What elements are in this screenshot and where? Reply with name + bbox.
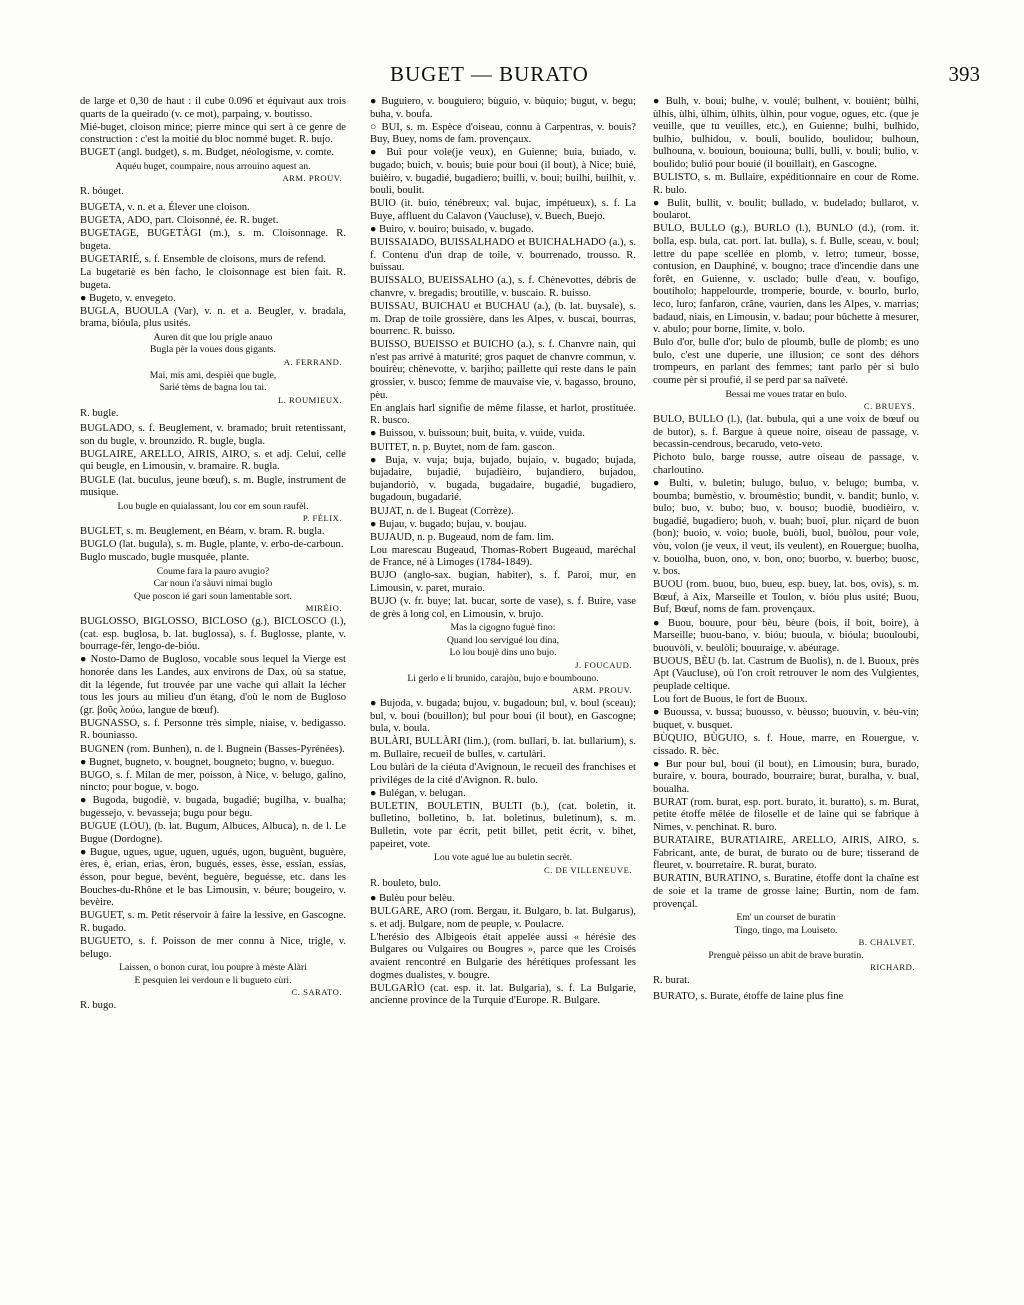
quotation-line: Coume fara la pauro avugio? — [156, 565, 270, 577]
dictionary-entry: ● Buiro, v. bouiro; buisado, v. bugado. — [370, 223, 534, 235]
dictionary-entry: BUOUS, BÈU (b. lat. Castrum de Buolis), n. de l. Buoux, près Apt (Vaucluse), où l'on croit retrouver le nom des Vulgientes, peuplade celtique. — [653, 655, 919, 693]
dictionary-entry: de large et 0,30 de haut : il cube 0.096 et équivaut aux trois quarts de la queirado (v. ce mot), parpaing, v. boutisso. — [80, 96, 346, 120]
dictionary-entry: Pichoto bulo, barge rousse, autre oiseau de passage, v. charloutino. — [653, 452, 919, 476]
dictionary-entry: Lou fort de Buous, le fort de Buoux. — [653, 694, 808, 706]
quotation-author: J. FOUCAUD. — [575, 659, 632, 670]
running-title: BUGET — BURATO — [390, 62, 589, 86]
quotation-line: Lo lou boujè dins uno bujo. — [449, 647, 557, 659]
dictionary-entry: BURATAIRE, BURATIAIRE, ARELLO, AIRIS, AIRO, s. Fabricant, ante, de burat, de burato ou de bure; tisserand de fleuret, v. bourretaire. R. burat, burato. — [653, 835, 919, 872]
dictionary-entry: ● Bulh, v. boui; bulhe, v. voulé; bulhent, v. bouiènt; bùlhi, ùlhis, ùlhi, ùlhim, ùlhits, ùlhin, pour vogue, ogues, etc. (que je veuille, que tu veuilles, etc.), en Guienne; bulhi, bulhido, bulhio, bulhidou, v. bouli, boulido, boulidou; bulhoun, bulhouna, v. bouioun, bouiouna; bulli, bulli, v. bouli; bulio, v. boulido; bulió pour bouié (il bouillait), en Gascogne. — [653, 96, 919, 170]
dictionary-entry: ● Bujau, v. bugado; bujau, v. boujau. — [370, 518, 527, 530]
quotation-line: Quand lou servigué lou dina, — [446, 634, 560, 646]
dictionary-entry: En anglais harl signifie de même filasse, et harlot, prostituée. R. busco. — [370, 402, 636, 427]
dictionary-entry: BUGLOSSO, BIGLOSSO, BICLOSO (g.), BICLOSCO (l.), (cat. esp. buglosa, b. lat. buglossa), s. f. Buglosse, plante, v. bourrage-fér, lengo-de-bióu. — [80, 616, 346, 653]
dictionary-entry: L'herésio des Albigeois était appelée aussi « hérésie des Bulgares ou Vulgaires ou Bougres », parce que les Croisés avaient rencontré en Bulgarie des hérétiques professant les dogmes dualistes, v. bougre. — [370, 931, 636, 981]
quotation-author: L. ROUMIEUX. — [277, 394, 342, 405]
quotation-line: Em' un courset de buratin — [736, 912, 836, 924]
dictionary-entry: ● Bulégan, v. belugan. — [370, 787, 466, 799]
dictionary-entry: BUOU (rom. buou, buo, bueu, esp. buey, lat. bos, ovis), s. m. Bœuf, à Aix, Marseille et Toulon, v. bióu plus usité; Buou, Buf, Bœuf, noms de fam. provençaux. — [653, 579, 919, 616]
reference-line: R. bóuget. — [80, 186, 124, 198]
quotation-author: B. CHALVET. — [858, 937, 915, 948]
quotation-line: Lou vote agué lue au buletin secrèt. — [434, 852, 572, 864]
dictionary-entry: BUITET, n. p. Buytet, nom de fam. gascon. — [370, 441, 555, 453]
dictionary-entry: BUJO (anglo-sax. bugian, habiter), s. f. Paroi, mur, en Limousin, v. paret, muraio. — [370, 570, 636, 595]
dictionary-entry: BUJAT, n. de l. Bugeat (Corrèze). — [370, 505, 514, 517]
dictionary-entry: ● Buou, bouure, pour bèu, bèure (bois, il boit, boire), à Marseille; buou-bano, v. bióu; buoula, v. bióula; buouloubi, buouvòli, v. beulòli; bouuraige, v. abéurage. — [653, 617, 919, 654]
quotation-line: Bugla pèr la voues dous gigants. — [150, 344, 276, 356]
dictionary-entry: BULGARÌO (cat. esp. it. lat. Bulgaria), s. f. La Bulgarie, ancienne province de la Turquie d'Europe. R. Bulgare. — [370, 982, 636, 1007]
dictionary-entry: ● Nosto-Damo de Bugloso, vocable sous lequel la Vierge est honorée dans les Landes, aux environs de Dax, où sa statue, dit la légende, fut trouvée par une vache qui allait la lécher tous les jours au milieu d'un étang, d'où le nom de Bugloso (gr. βοῦς λούω, langue de bœuf). — [80, 654, 346, 716]
dictionary-entry: BUGLO (lat. bugula), s. m. Bugle, plante, v. erbo-de-carboun. — [80, 539, 344, 551]
dictionary-entry: BUISSO, BUEISSO et BUICHO (a.), s. f. Chanvre nain, qui n'est pas arrivé à maturité; gros paquet de chanvre commun, v. bouirèu; chènevotte, v. barjiho; paillette qui reste dans le pain grossier, v. busco; femme de mauvaise vie, v. bagasso, brouno, pèu. — [370, 339, 636, 401]
quotation-author: C. SARATO. — [291, 986, 342, 997]
reference-line: R. bugo. — [80, 999, 117, 1011]
dictionary-entry: BUJO (v. fr. buye; lat. bucar, sorte de vase), s. f. Buire, vase de grès à long col, en Limousin, v. brujo. — [370, 596, 636, 620]
dictionary-entry: BURATIN, BURATINO, s. Buratine, étoffe dont la chaîne est de soie et la trame de grosse laine; Burtin, nom de fam. provençal. — [653, 873, 919, 910]
dictionary-entry: Lou bulàri de la ciéuta d'Avignoun, le recueil des franchises et priviléges de la cité d'Avignon. R. bulo. — [370, 761, 636, 786]
quotation-line: Tingo, tingo, ma Louiseto. — [734, 924, 838, 936]
dictionary-entry: ● Bur pour bul, boui (il bout), en Limousin; bura, burado, buraire, v. boura, bourado, bourraire; burat, buralha, v. bual, boualha. — [653, 758, 919, 795]
dictionary-entry: ● Bulèu pour belèu. — [370, 893, 455, 905]
dictionary-entry: BÙQUIO, BÙGUIO, s. f. Houe, marre, en Rouergue, v. cissado. R. bèc. — [653, 732, 919, 757]
dictionary-entry: BULETIN, BOULETIN, BULTI (b.), (cat. boletin, it. bulletino, bolletino, b. lat. boletinus, buletinum), s. m. Bulletin, vote par écrit, petit billet, petit écrit, v. bihet, papeiret, vote. — [370, 800, 636, 850]
page-header — [80, 62, 980, 92]
quotation-line: Bessai me voues tratar en bulo. — [725, 388, 847, 400]
quotation-line: Sarié tèms de bagna lou tai. — [159, 382, 267, 394]
dictionary-entry: ● Bugnet, bugneto, v. bougnet, bougneto; bugno, v. bueguo. — [80, 756, 335, 768]
dictionary-entry: BUGUET, s. m. Petit réservoir à faire la lessive, en Gascogne. R. bugado. — [80, 910, 346, 934]
quotation-author: C. BRUEYS. — [863, 401, 915, 412]
dictionary-entry: Lou marescau Bugeaud, Thomas-Robert Bugeaud, maréchal de France, né à Limoges (1784-1849). — [370, 544, 636, 569]
quotation-line: Auren dit que lou prigle anauo — [153, 331, 273, 343]
dictionary-entry: BUISSAU, BUICHAU et BUCHAU (a.), (b. lat. buysale), s. m. Drap de toile grossière, dans les Alpes, v. buscai, bourras, bourrenc. R. buisso. — [370, 301, 636, 338]
quotation-line: E pesquien lei verdoun e li bugueto cùri. — [134, 974, 292, 986]
dictionary-entry: ● Bugeto, v. envegeto. — [80, 292, 176, 304]
dictionary-entry: BUGUE (LOU), (b. lat. Bugum, Albuces, Albuca), n. de l. Le Bugue (Dordogne). — [80, 821, 346, 845]
dictionary-entry: BUGUETO, s. f. Poisson de mer connu à Nice, trigle, v. belugo. — [80, 935, 346, 960]
dictionary-entry: Bulo d'or, bulle d'or; bulo de ploumb, bulle de plomb; es uno bulo, c'est une duperie, une illusion; ce sont des déhors trompeurs, en parlant des femmes; tant parlo pèr si bulo coume pèr si proufié, il se perd par sa naïveté. — [653, 337, 919, 387]
page-number: 393 — [948, 62, 980, 86]
dictionary-entry: BUGNEN (rom. Bunhen), n. de l. Bugnein (Basses-Pyrénées). — [80, 743, 345, 755]
dictionary-entry: ● Buguiero, v. bouguiero; bùguio, v. bùquio; bugut, v. begu; buha, v. boufa. — [370, 96, 636, 120]
quotation-line: Car noun i'a sàuvi nimai buglo — [153, 578, 273, 590]
reference-line: R. burat. — [653, 975, 690, 987]
dictionary-entry: BUGETA, v. n. et a. Élever une cloison. — [80, 201, 250, 213]
dictionary-entry: ● Buja, v. vuja; buja, bujado, bujaio, v. bugado; bujada, bujadaire, bujadié, bujadièiro, bujandiero, bujadou, bujandoriò, v. bugada, bugadaire, bugadié, bugadiero, bugadoun, bugadarié. — [370, 454, 636, 504]
dictionary-entry: BUGETA, ADO, part. Cloisonné, ée. R. buget. — [80, 215, 279, 227]
dictionary-entry: Buglo muscado, bugle musquée, plante. — [80, 552, 250, 564]
column-right — [653, 96, 919, 1004]
dictionary-entry: BUGO, s. f. Milan de mer, poisson, à Nice, v. belugo, galino, nincto; pour bogue, v. bogo. — [80, 769, 346, 794]
dictionary-entry: BUJAUD, n. p. Bugeaud, nom de fam. lim. — [370, 531, 554, 543]
dictionary-entry: La bugetariè es bèn facho, le cloisonnage est bien fait. R. bugeta. — [80, 266, 346, 291]
quotation-author: MIRÈIO. — [305, 603, 342, 614]
dictionary-entry: ● Bui pour vole(je veux), en Guienne; buia, buiado, v. bugado; buich, v. bouis; buie pour boui (il bout), à Nice; buié, buièiro, v. bugadié, bugadiero; builli, v. boui; builhi, builhit, v. bouli, boulit. — [370, 147, 636, 197]
dictionary-entry: BULISTO, s. m. Bullaire, expéditionnaire en cour de Rome. R. bulo. — [653, 172, 919, 196]
dictionary-entry: ● Bulti, v. buletin; bulugo, buluo, v. belugo; bumba, v. boumba; bumèstio, v. broumèstio; bundit, v. bandit; bunlo, v. bulo; buo, v. bubo; buo, v. bouso; buodiè, buodièiro, v. bugadié, bugadiero; buoh, v. buah; buoi, plur. niçard de buon (bon); buoio, v. voio; buole, buòli, buol, buòlou, pour vole, vòu, volon (je veux, il veut, ils veulent), en Rouergue; buolha, v. bouolha, buon, ono, v. bon, ono; buorbo, v. buerbo; buosc, v. bos. — [653, 478, 919, 578]
quotation-author: ARM. PROUV. — [572, 684, 632, 695]
dictionary-entry: BUISSAIADO, BUISSALHADO et BUICHALHADO (a.), s. f. Contenu d'un drap de toile, v. bourrenado, trousso. R. buissau. — [370, 237, 636, 274]
dictionary-entry: BUGLA, BUOULA (Var), v. n. et a. Beugler, v. bradala, brama, bióula, plus usités. — [80, 305, 346, 330]
column-left — [80, 96, 346, 1016]
quotation-line: Mai, mis ami, despièi que bugle, — [149, 369, 277, 381]
dictionary-entry: BULO, BULLO (l.), (lat. bubula, qui a une voix de bœuf ou de butor), s. f. Bargue à queue noire, oiseau de passage, v. becassin-cendrous, becarudo, veto-veto. — [653, 414, 919, 451]
dictionary-entry: BUGNASSO, s. f. Personne très simple, niaise, v. bedigasso. R. bouniasso. — [80, 717, 346, 742]
quotation-author: ARM. PROUV. — [282, 173, 342, 184]
quotation-author: P. FÉLIX. — [302, 513, 342, 524]
dictionary-entry: BULGARE, ARO (rom. Bergau, it. Bulgaro, b. lat. Bulgarus), s. et adj. Bulgare, nom de peuple, v. Poulacre. — [370, 906, 636, 930]
dictionary-entry: ● Buissou, v. buissoun; buit, buita, v. vuide, vuida. — [370, 428, 585, 440]
reference-line: R. bugle. — [80, 407, 119, 419]
quotation-line: Que poscon ié gari soun lamentable sort. — [134, 590, 292, 602]
dictionary-entry: BURATO, s. Burate, étoffe de laine plus fine — [653, 991, 844, 1003]
dictionary-entry: BUGETARIÉ, s. f. Ensemble de cloisons, murs de refend. — [80, 253, 326, 265]
dictionary-entry: BUGET (angl. budget), s. m. Budget, néologisme, v. comte. — [80, 147, 334, 159]
dictionary-entry: BURAT (rom. burat, esp. port. burato, it. buratto), s. m. Burat, petite étoffe mêlée de filoselle et de laine qui se fabrique à Nimes, v. penchinat. R. buro. — [653, 796, 919, 834]
quotation-line: Lou bugle en quialassant, lou cor em soun raufèl. — [117, 500, 309, 512]
dictionary-entry: ● Bugoda, bugodiè, v. bugada, bugadié; bugilha, v. bualha; bugessejo, v. bevasseja; bugu pour begu. — [80, 795, 346, 819]
dictionary-entry: ● Bulit, bullit, v. boulit; bullado, v. budelado; bullarot, v. boularot. — [653, 197, 919, 222]
dictionary-entry: BULO, BULLO (g.), BURLO (l.), BUNLO (d.), (rom. it. bolla, esp. bula, cat. port. lat. bulla), s. f. Bulle, sceau, v. boul; lettre du pape scellée en plomb, v. letro; tumeur, bosse, contusion, en Dauphiné, v. bougno; trace d'incendie dans une forêt, en Guienne, v. usclado; bulle d'eau, v. boufigo, boutiholo; happelourde, tromperie, bourde, v. bourlo, burlo, leco, luro; fanfaron, crâne, vaurien, dans les Alpes, v. marrias; badaud, niais, en Limousin, v. badau; pour bûchette à mesurer, v. abulo; pour borne, limite, v. bolo. — [653, 223, 919, 336]
dictionary-entry: Mié-buget, cloison mince; pierre mince qui sert à ce genre de construction : c'est la moitié du bloc nommé buget. R. bujo. — [80, 121, 346, 146]
dictionary-entry: BUGLET, s. m. Beuglement, en Béarn, v. bram. R. bugla. — [80, 526, 325, 538]
quotation-author: RICHARD. — [870, 962, 915, 973]
column-middle — [370, 96, 636, 1008]
quotation-author: C. DE VILLENEUVE. — [543, 864, 632, 875]
quotation-line: Laissen, o bonon curat, lou poupre à mèste Alàri — [119, 962, 307, 974]
dictionary-entry: BUIO (it. buio, ténébreux; val. bujac, impétueux), s. f. La Buye, affluent du Calavon (Vaucluse), v. Buech, Buejo. — [370, 198, 636, 222]
dictionary-entry: BUGLE (lat. buculus, jeune bœuf), s. m. Bugle, instrument de musique. — [80, 474, 346, 499]
dictionary-entry: BUGLAIRE, ARELLO, AIRIS, AIRO, s. et adj. Celui, celle qui beugle, en Limousin, v. bramaire. R. bugla. — [80, 448, 346, 473]
quotation-line: Mas la cigogno fuguè fino: — [450, 622, 556, 634]
quotation-author: A. FERRAND. — [283, 356, 342, 367]
dictionary-entry: ○ BUI, s. m. Espèce d'oiseau, connu à Carpentras, v. bouis? Buy, Buey, noms de fam. provençaux. — [370, 121, 636, 146]
quotation-line: Prenguè pèisso un abit de brave buratin. — [708, 950, 864, 962]
quotation-line: Li gerlo e li brunido, carajòu, bujo e boumbouno. — [407, 672, 599, 684]
reference-line: R. bouleto, bulo. — [370, 877, 441, 889]
dictionary-entry: BULÀRI, BULLÀRI (lim.), (rom. bullari, b. lat. bullarium), s. m. Bullaire, recueil de bulles, v. cartulàri. — [370, 736, 636, 760]
dictionary-entry: BUISSALO, BUEISSALHO (a.), s. f. Chènevottes, débris de chanvre, v. bregadis; broutille, v. buscaio. R. buisso. — [370, 275, 636, 299]
dictionary-entry: ● Buoussa, v. bussa; buousso, v. bèusso; buouvin, v. bèu-vin; buquet, v. busquet. — [653, 707, 919, 731]
dictionary-entry: ● Bujoda, v. bugada; bujou, v. bugadoun; bul, v. boul (sceau); bul, v. boui (bouillon); bul pour boui (il bout), en Gascogne; bula, v. boula. — [370, 697, 636, 735]
dictionary-entry: BUGETAGE, BUGETÀGI (m.), s. m. Cloisonnage. R. bugeta. — [80, 228, 346, 252]
dictionary-entry: ● Bugue, ugues, ugue, uguen, ugués, ugon, buguènt, buguère, ères, è, erian, erias, èron, bugués, esses, èsse, essian, essias, ésson, pour begue, bevènt, beguère, beguésse, etc. dans les Bouches-du-Rhône et le bas Limousin, v. béure; bougeiro, v. bevèire. — [80, 846, 346, 909]
dictionary-entry: BUGLADO, s. f. Beuglement, v. bramado; bruit retentissant, son du bugle, v. brounzido. R. bugle, bugla. — [80, 423, 346, 447]
quotation-line: Aquéu buget, coumpaire, nous arrouino aquest an. — [115, 160, 311, 172]
